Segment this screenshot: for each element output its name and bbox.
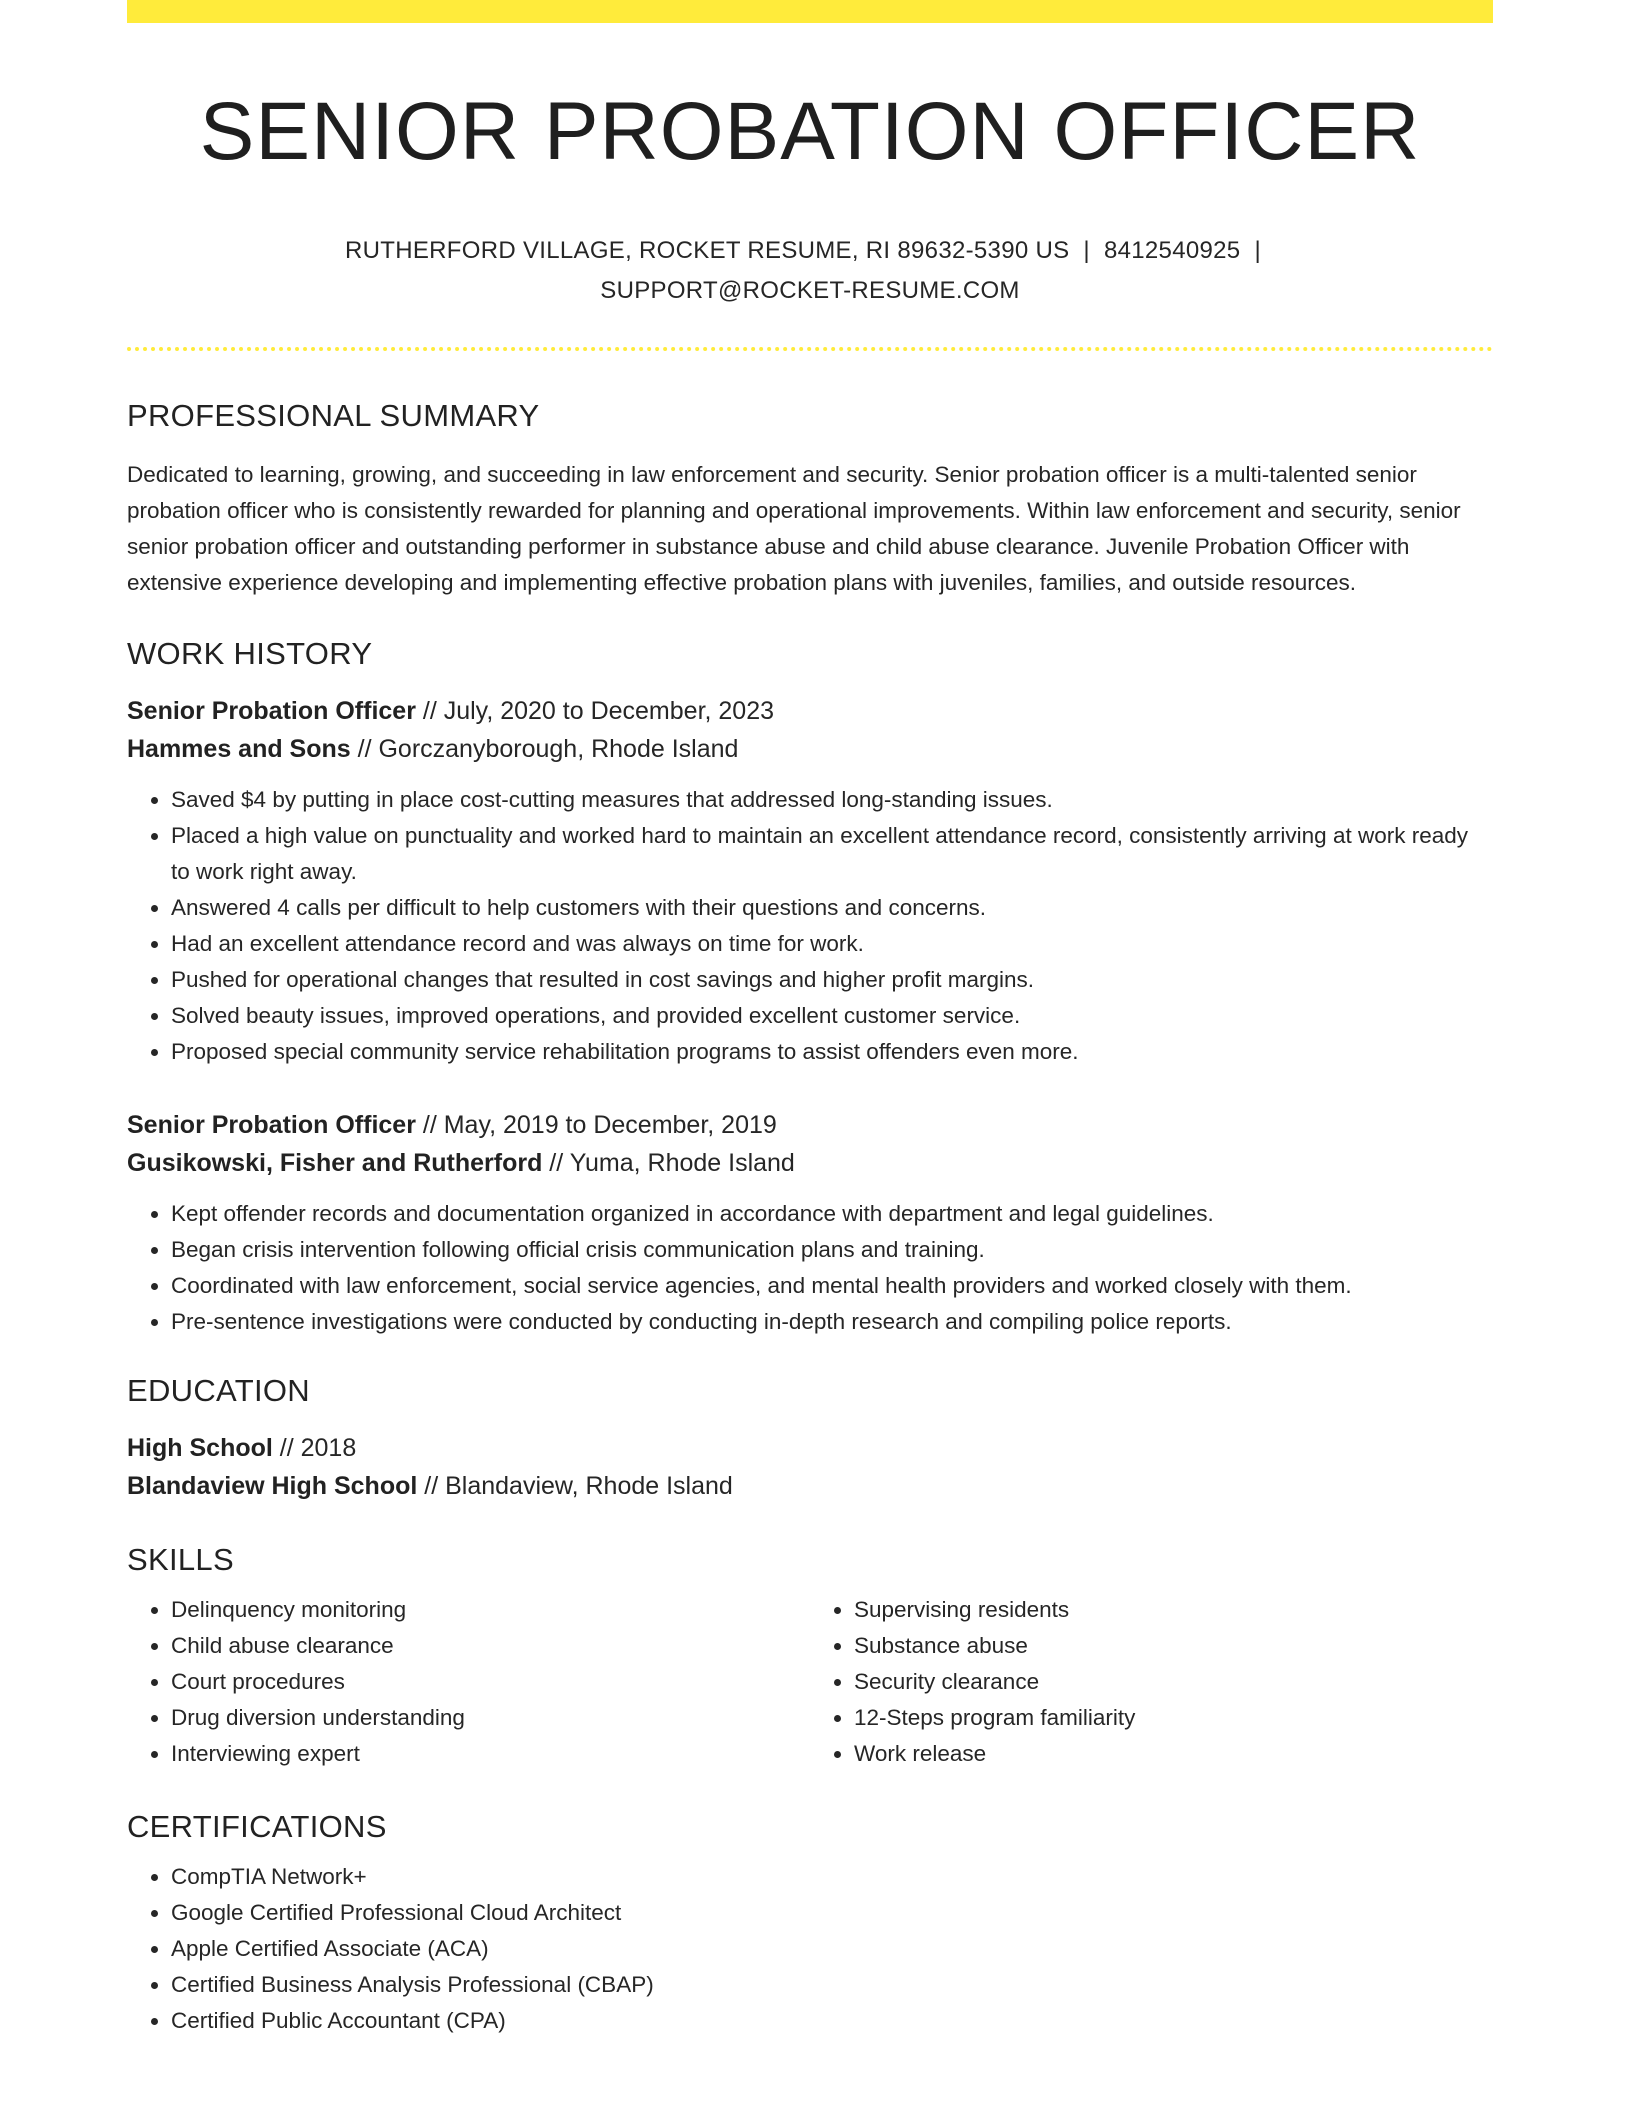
job-bullet: • Answered 4 calls per difficult to help customers with their questions and concerns. bbox=[171, 890, 1493, 926]
education-section bbox=[127, 1372, 1493, 1505]
education-degree: High School bbox=[127, 1433, 273, 1462]
candidate-name: SENIOR PROBATION OFFICER bbox=[199, 86, 1421, 177]
job-entry bbox=[127, 1106, 1493, 1340]
job-bullet: • Solved beauty issues, improved operations, and provided excellent customer service. bbox=[171, 998, 1493, 1034]
job-bullet: • Saved $4 by putting in place cost-cutting measures that addressed long-standing issues. bbox=[171, 782, 1493, 818]
certifications-heading: CERTIFICATIONS bbox=[127, 1809, 387, 1845]
certification-item: • Certified Business Analysis Professional (CBAP) bbox=[171, 1967, 1493, 2003]
skills-grid bbox=[127, 1592, 1493, 1772]
certification-item: • CompTIA Network+ bbox=[171, 1859, 1493, 1895]
contact-separator: | bbox=[1254, 237, 1261, 265]
job-bullets bbox=[127, 782, 1493, 1070]
certification-item: • Apple Certified Associate (ACA) bbox=[171, 1931, 1493, 1967]
contact-phone: 8412540925 bbox=[1103, 237, 1241, 265]
education-school: Blandaview High School bbox=[127, 1471, 418, 1500]
job-dates: // May, 2019 to December, 2019 bbox=[415, 1110, 777, 1139]
contact-info bbox=[310, 231, 1310, 311]
contact-separator: | bbox=[1083, 237, 1090, 265]
summary-section bbox=[127, 397, 1493, 600]
skills-heading: SKILLS bbox=[127, 1541, 234, 1577]
job-company: Gusikowski, Fisher and Rutherford bbox=[127, 1148, 543, 1177]
summary-text: Dedicated to learning, growing, and succeeding in law enforcement and security. Senior probation officer is a multi-talented senior probation officer who is consistently rewarded for planning and operational improvements. Within law enforcement and security, senior senior probation officer and outstanding performer in substance abuse and child abuse clearance. Juvenile Probation Officer with extensive experience developing and implementing effective probation plans with juveniles, families, and outside resources. bbox=[127, 461, 1461, 595]
job-bullet: • Kept offender records and documentation organized in accordance with department and legal guidelines. bbox=[171, 1196, 1493, 1232]
job-title: Senior Probation Officer bbox=[127, 696, 416, 725]
skill-item: • Delinquency monitoring bbox=[171, 1592, 810, 1628]
skill-item: • Court procedures bbox=[171, 1664, 810, 1700]
skills-column-right bbox=[810, 1592, 1493, 1772]
certifications-section bbox=[127, 1808, 1493, 2039]
job-title-line bbox=[127, 692, 1493, 730]
work-history-section bbox=[127, 635, 1493, 1340]
job-company-line bbox=[127, 1144, 1493, 1182]
job-bullet: • Pre-sentence investigations were conducted by conducting in-depth research and compiling police reports. bbox=[171, 1304, 1493, 1340]
summary-heading: PROFESSIONAL SUMMARY bbox=[127, 398, 540, 434]
skill-item: • 12-Steps program familiarity bbox=[854, 1700, 1493, 1736]
job-bullet: • Proposed special community service rehabilitation programs to assist offenders even more. bbox=[171, 1034, 1493, 1070]
skills-column-left bbox=[127, 1592, 810, 1772]
skill-item: • Supervising residents bbox=[854, 1592, 1493, 1628]
skill-item: • Child abuse clearance bbox=[171, 1628, 810, 1664]
skill-item: • Work release bbox=[854, 1736, 1493, 1772]
skill-item: • Security clearance bbox=[854, 1664, 1493, 1700]
job-dates: // July, 2020 to December, 2023 bbox=[415, 696, 775, 725]
job-company-line bbox=[127, 730, 1493, 768]
job-bullet: • Coordinated with law enforcement, social service agencies, and mental health providers and worked closely with them. bbox=[171, 1268, 1493, 1304]
education-heading: EDUCATION bbox=[127, 1372, 310, 1408]
resume-content bbox=[127, 0, 1493, 2039]
certification-item: • Google Certified Professional Cloud Architect bbox=[171, 1895, 1493, 1931]
skill-item: • Interviewing expert bbox=[171, 1736, 810, 1772]
skill-item: • Drug diversion understanding bbox=[171, 1700, 810, 1736]
certification-item: • Certified Public Accountant (CPA) bbox=[171, 2003, 1493, 2039]
education-location: // Blandaview, Rhode Island bbox=[417, 1471, 733, 1500]
job-bullets bbox=[127, 1196, 1493, 1340]
certifications-list bbox=[127, 1859, 1493, 2039]
education-school-line bbox=[127, 1467, 1493, 1505]
job-bullet: • Had an excellent attendance record and was always on time for work. bbox=[171, 926, 1493, 962]
contact-email: SUPPORT@ROCKET-RESUME.COM bbox=[600, 277, 1020, 305]
work-history-heading: WORK HISTORY bbox=[127, 635, 373, 671]
education-year: // 2018 bbox=[272, 1433, 357, 1462]
education-entry bbox=[127, 1429, 1493, 1505]
top-accent-bar bbox=[127, 0, 1493, 23]
header-divider bbox=[127, 347, 1493, 351]
job-entry bbox=[127, 692, 1493, 1070]
job-bullet: • Placed a high value on punctuality and worked hard to maintain an excellent attendance record, consistently arriving at work ready to work right away. bbox=[171, 818, 1493, 890]
skills-section bbox=[127, 1541, 1493, 1772]
job-bullet: • Began crisis intervention following official crisis communication plans and training. bbox=[171, 1232, 1493, 1268]
education-degree-line bbox=[127, 1429, 1493, 1467]
job-location: // Gorczanyborough, Rhode Island bbox=[350, 734, 739, 763]
skill-item: • Substance abuse bbox=[854, 1628, 1493, 1664]
job-title: Senior Probation Officer bbox=[127, 1110, 416, 1139]
job-location: // Yuma, Rhode Island bbox=[542, 1148, 795, 1177]
job-bullet: • Pushed for operational changes that resulted in cost savings and higher profit margins. bbox=[171, 962, 1493, 998]
job-title-line bbox=[127, 1106, 1493, 1144]
contact-address: RUTHERFORD VILLAGE, ROCKET RESUME, RI 89632-5390 US bbox=[345, 237, 1070, 265]
job-company: Hammes and Sons bbox=[127, 734, 351, 763]
